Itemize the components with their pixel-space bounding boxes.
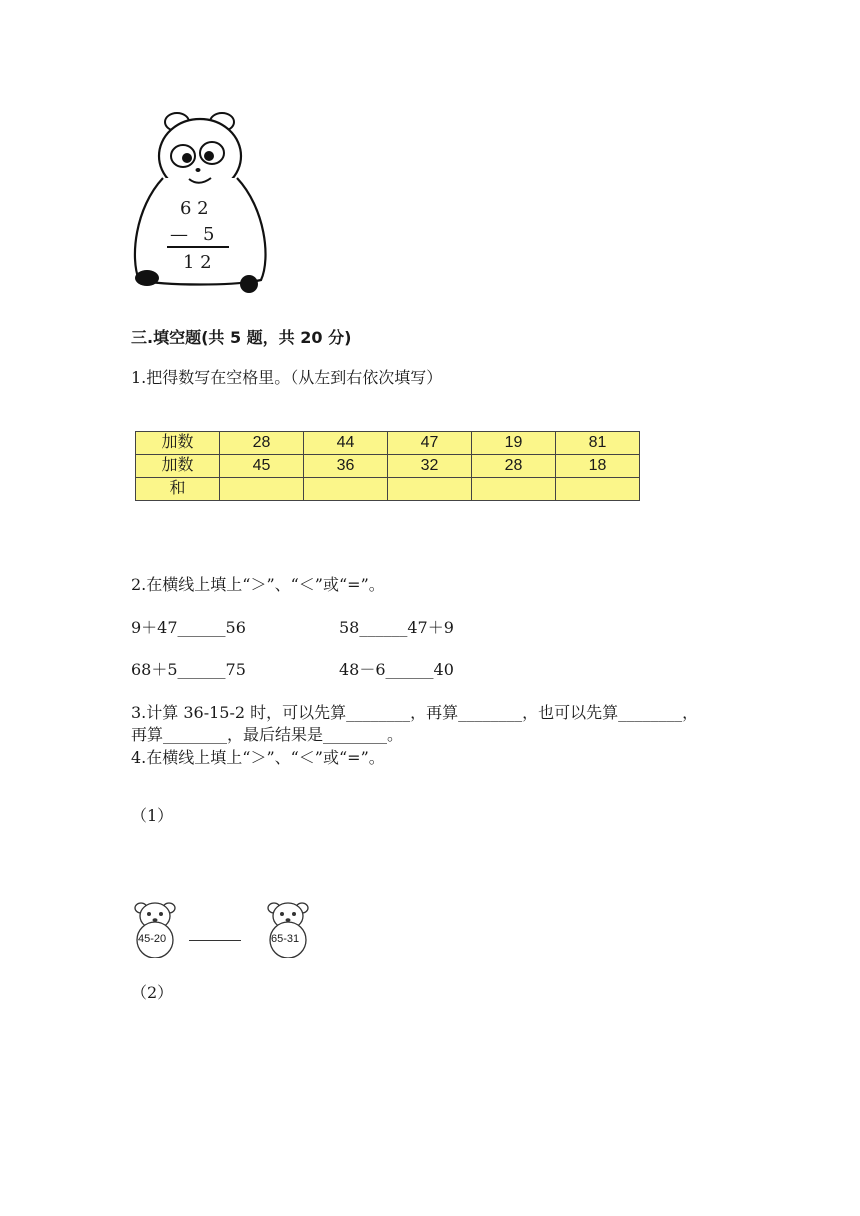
table-cell: 19 [472,432,556,455]
q2-item: 9＋47______56 [131,618,246,637]
table-row [136,432,640,455]
q3-line1: 3.计算 36-15-2 时，可以先算________，再算________，也可以先算________， [131,703,699,722]
answer-cell[interactable] [388,478,472,501]
q2-item: 48－6______40 [339,660,454,679]
answer-blank-line[interactable] [189,940,241,941]
panda-result: 1 2 [183,252,212,273]
q4-part2-label: （2） [131,983,174,1002]
bear-right-icon [263,898,313,958]
table-cell: 45 [220,455,304,478]
table-cell: 18 [556,455,640,478]
q3-line2: 再算________，最后结果是________。 [131,725,404,744]
bear-left-icon [130,898,180,958]
q4-prompt: 4.在横线上填上“＞”、“＜”或“=”。 [131,748,385,767]
panda-subtrahend: 5 [203,224,215,245]
q1-prompt: 1.把得数写在空格里。（从左到右依次填写） [131,368,443,387]
table-cell: 36 [304,455,388,478]
q2-prompt: 2.在横线上填上“＞”、“＜”或“=”。 [131,575,385,594]
answer-cell[interactable] [472,478,556,501]
row-label: 和 [136,478,220,501]
addition-table [135,431,640,501]
q4-part1-label: （1） [131,806,174,825]
table-cell: 28 [472,455,556,478]
section-title: 三.填空题(共 5 题，共 20 分) [131,328,352,347]
bear-left-expression: 45-20 [138,933,167,945]
answer-cell[interactable] [556,478,640,501]
table-cell: 47 [388,432,472,455]
table-cell: 28 [220,432,304,455]
q2-item: 68＋5______75 [131,660,246,679]
panda-operator: — [170,224,188,245]
table-cell: 32 [388,455,472,478]
table-cell: 81 [556,432,640,455]
panda-minuend: 6 2 [180,198,209,219]
row-label: 加数 [136,455,220,478]
table-row [136,478,640,501]
bear-right-expression: 65-31 [271,933,300,945]
answer-cell[interactable] [304,478,388,501]
q2-item: 58______47＋9 [339,618,454,637]
row-label: 加数 [136,432,220,455]
table-row [136,455,640,478]
table-cell: 44 [304,432,388,455]
answer-cell[interactable] [220,478,304,501]
